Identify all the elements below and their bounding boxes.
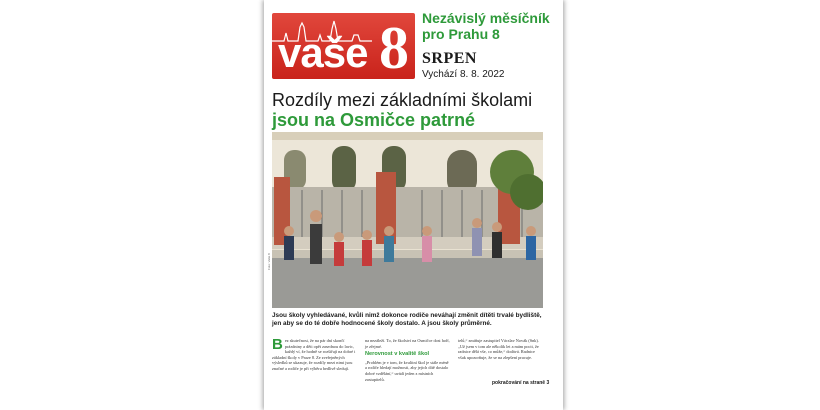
logo-number: 8 bbox=[379, 15, 409, 79]
newspaper-page bbox=[264, 0, 563, 410]
article-column-2 bbox=[365, 338, 450, 382]
logo-text: vaše bbox=[278, 29, 368, 76]
headline-line-1: Rozdíly mezi základními školami bbox=[272, 90, 533, 110]
column-1-text: ez skutečnost, že na pár dní skončí prázdniny a děti opět zasednou do lavic, každý ví, že hodně se rozšiřují na dobré i základní školy v Praze 8. Ze zveřejněných výsledků se ukazuje, že rozdíly mezi nimi jsou značné a rodiče je při výběru bedlivě sledují. bbox=[272, 338, 356, 371]
issue-date: Vychází 8. 8. 2022 bbox=[422, 69, 505, 80]
article-column-3 bbox=[458, 338, 543, 360]
column-2-text: na nezáleží. To, že školství na Osmičce dost hoří, je zřejmé. bbox=[365, 338, 450, 349]
column-subheading: Nerovnost v kvalitě škol bbox=[365, 351, 430, 358]
logo bbox=[272, 13, 415, 79]
drop-cap: B bbox=[272, 336, 283, 353]
cover-photo bbox=[272, 132, 543, 308]
headline-line-2: jsou na Osmičce patrné bbox=[272, 110, 476, 130]
tagline: Nezávislý měsíčník pro Prahu 8 bbox=[422, 10, 550, 42]
photo-credit: Foto: Vaše 8 bbox=[267, 253, 271, 270]
column-2-text-b: „Problém je v tom, že kvalitní škol je stále méně a rodiče hledají možnosti, aby jejich dítě dostalo dobré vzdělání,“ uvádí jeden z místních zastupitelů. bbox=[365, 359, 449, 382]
continued-link[interactable]: pokračování na straně 3 bbox=[492, 380, 550, 386]
article-column-1 bbox=[272, 338, 357, 372]
lede-paragraph: Jsou školy vyhledávané, kvůli nimž dokonce rodiče neváhají změnit dítěti trvalé bydliště, jen aby se do té dobře hodnocené školy dostalo. A jsou školy průměrné. bbox=[272, 312, 542, 328]
column-3-text: telů,“ zmiňuje zastupitel Vácslav Novák (Snk). „Už jsem v tom ale několik let a mám pocit, že radnice dělá vše, co může,“ dodává. Radnice však upozorňuje, že se na zlepšení pracuje. bbox=[458, 338, 539, 360]
issue-month: SRPEN bbox=[422, 50, 477, 67]
